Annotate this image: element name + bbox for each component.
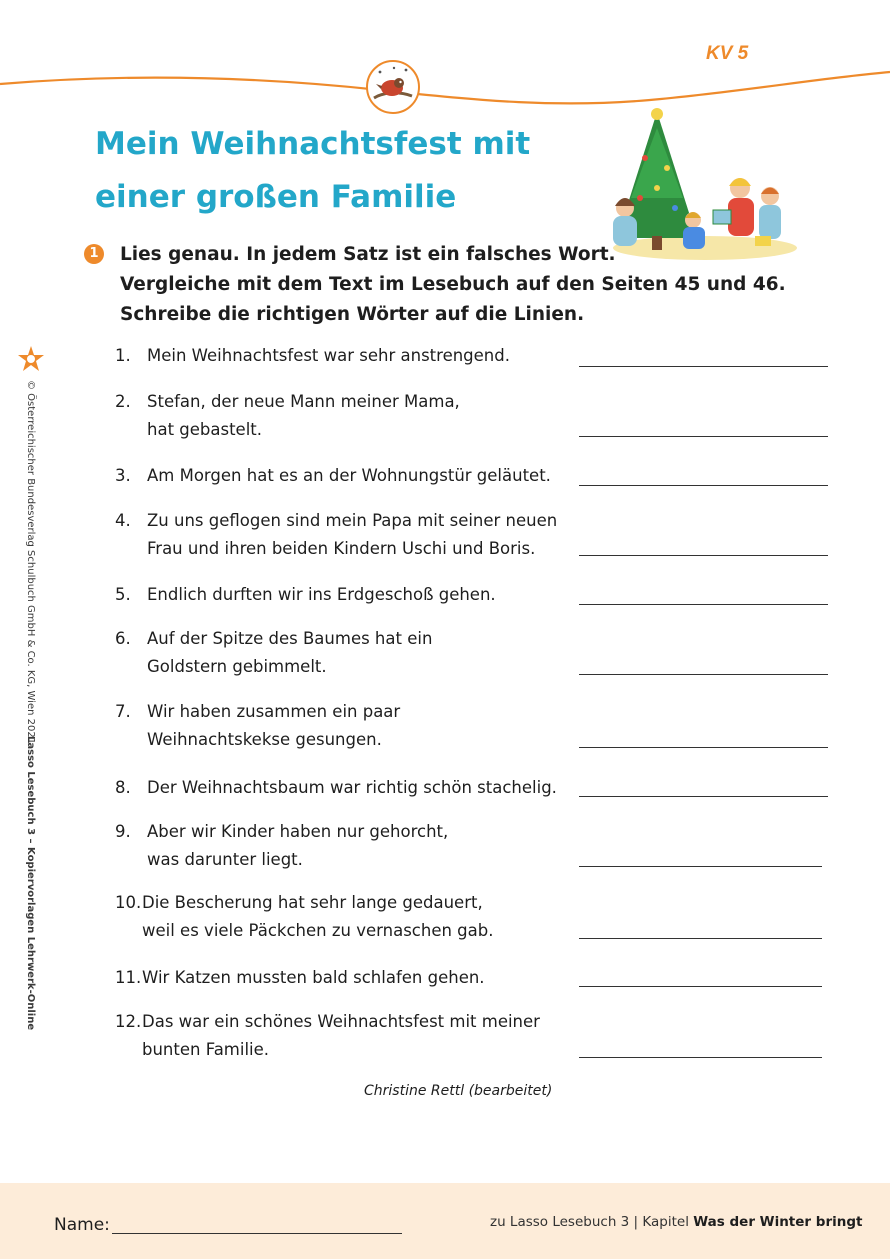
exercise-item	[115, 625, 432, 681]
name-input-line[interactable]	[112, 1233, 402, 1234]
exercise-item	[115, 889, 494, 945]
item-number: 1.	[115, 346, 131, 365]
answer-line[interactable]	[579, 866, 822, 867]
exercise-item	[115, 1008, 540, 1064]
item-number: 6.	[115, 629, 131, 648]
page-title	[95, 118, 575, 224]
item-number: 11.	[115, 968, 142, 987]
item-number: 8.	[115, 778, 131, 797]
answer-line[interactable]	[579, 796, 828, 797]
instruction-line: Lies genau. In jedem Satz ist ein falsches Wort.	[120, 244, 616, 265]
bird-logo-icon	[364, 58, 422, 116]
answer-line[interactable]	[579, 986, 822, 987]
instruction-line: Vergleiche mit dem Text im Lesebuch auf den Seiten 45 und 46.	[120, 274, 786, 295]
item-number: 2.	[115, 392, 131, 411]
item-text: Das war ein schönes Weihnachtsfest mit meiner bunten Familie.	[142, 1012, 540, 1059]
name-label: Name:	[54, 1215, 110, 1235]
task-instructions	[120, 240, 786, 330]
title-line-1: Mein Weihnachtsfest mit	[95, 126, 531, 162]
exercise-item	[115, 698, 400, 754]
footer-chapter-title: Was der Winter bringt	[693, 1214, 863, 1230]
item-text: Die Bescherung hat sehr lange gedauert, weil es viele Päckchen zu vernaschen gab.	[142, 893, 494, 940]
footer-ref-prefix: zu Lasso Lesebuch 3 | Kapitel	[490, 1214, 689, 1230]
answer-line[interactable]	[579, 366, 828, 367]
item-text: Der Weihnachtsbaum war richtig schön stachelig.	[147, 778, 557, 797]
answer-line[interactable]	[579, 485, 828, 486]
header-wave	[0, 0, 890, 120]
item-number: 7.	[115, 702, 131, 721]
answer-line[interactable]	[579, 555, 828, 556]
worksheet-code: KV 5	[706, 43, 749, 64]
copyright-notice: © Österreichischer Bundesverlag Schulbuch GmbH & Co. KG, Wien 2021	[25, 380, 36, 745]
exercise-item	[115, 507, 557, 563]
answer-line[interactable]	[579, 938, 822, 939]
exercise-item	[115, 388, 460, 444]
answer-line[interactable]	[579, 604, 828, 605]
item-text: Aber wir Kinder haben nur gehorcht, was darunter liegt.	[147, 822, 449, 869]
exercise-item	[115, 964, 485, 992]
book-reference: Lasso Lesebuch 3 – Kopiervorlagen Lehrwerk-Online	[25, 736, 36, 1031]
author-credit: Christine Rettl (bearbeitet)	[364, 1083, 553, 1099]
item-text: Am Morgen hat es an der Wohnungstür geläutet.	[147, 466, 551, 485]
item-number: 3.	[115, 466, 131, 485]
item-text: Auf der Spitze des Baumes hat ein Goldstern gebimmelt.	[147, 629, 433, 676]
instruction-line: Schreibe die richtigen Wörter auf die Linien.	[120, 304, 585, 325]
title-line-2: einer großen Familie	[95, 179, 457, 215]
item-text: Zu uns geflogen sind mein Papa mit seiner neuen Frau und ihren beiden Kindern Uschi und Boris.	[147, 511, 558, 558]
answer-line[interactable]	[579, 1057, 822, 1058]
answer-line[interactable]	[579, 747, 828, 748]
exercise-item	[115, 581, 496, 609]
footer-reference	[490, 1214, 862, 1230]
item-text: Stefan, der neue Mann meiner Mama, hat gebastelt.	[147, 392, 460, 439]
item-number: 5.	[115, 585, 131, 604]
answer-line[interactable]	[579, 674, 828, 675]
exercise-item	[115, 818, 448, 874]
task-number-badge: 1	[84, 244, 104, 264]
item-text: Wir Katzen mussten bald schlafen gehen.	[142, 968, 485, 987]
item-text: Mein Weihnachtsfest war sehr anstrengend.	[147, 346, 510, 365]
item-text: Endlich durften wir ins Erdgeschoß gehen.	[147, 585, 496, 604]
item-number: 12.	[115, 1012, 142, 1031]
exercise-item	[115, 342, 510, 370]
item-number: 9.	[115, 822, 131, 841]
item-number: 10.	[115, 893, 142, 912]
exercise-item	[115, 462, 551, 490]
exercise-item	[115, 774, 557, 802]
item-number: 4.	[115, 511, 131, 530]
item-text: Wir haben zusammen ein paar Weihnachtskekse gesungen.	[147, 702, 401, 749]
publisher-logo-icon	[17, 345, 45, 373]
answer-line[interactable]	[579, 436, 828, 437]
